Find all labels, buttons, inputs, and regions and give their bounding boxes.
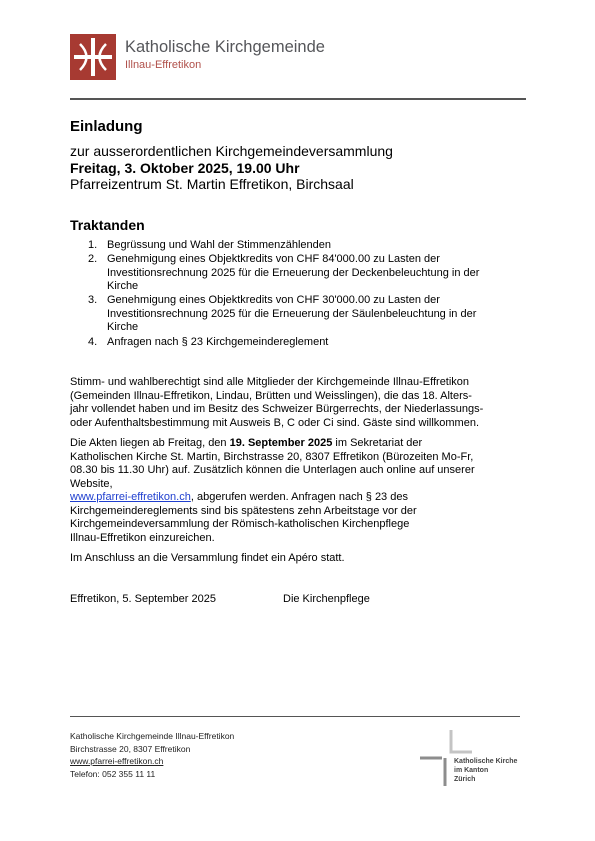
eligibility-text: Stimm- und wahlberechtigt sind alle Mitglieder der Kirchgemeinde Illnau-Effretikon <box>70 376 470 388</box>
eligibility-text: jahr vollendet haben und im Besitz des Schweizer Bürgerrechts, der Niederlassungs- <box>70 403 484 415</box>
footer-phone: Telefon: 052 355 11 11 <box>70 768 156 779</box>
agenda-item: Investitionsrechnung 2025 für die Erneuerung der Deckenbeleuchtung in der <box>107 266 480 279</box>
eligibility-text: (Gemeinden Illnau-Effretikon, Lindau, Brütten und Weisslingen), die das 18. Alters- <box>70 389 472 402</box>
agenda-number: 3. <box>88 294 98 306</box>
footer-website-link[interactable]: www.pfarrei-effretikon.ch <box>70 756 164 766</box>
documents-text-part: Die Akten liegen ab Freitag, den <box>70 437 230 449</box>
documents-text: Katholischen Kirche St. Martin, Birchstrasse 20, 8307 Effretikon (Bürozeiten Mo-Fr, <box>70 450 474 463</box>
agenda-item: Begrüssung und Wahl der Stimmenzählenden <box>107 239 332 251</box>
agenda-number: 1. <box>88 239 98 251</box>
documents-text <box>70 491 408 505</box>
footer-logo-text: Katholische Kirche <box>454 758 518 765</box>
agenda-item: Kirche <box>107 321 139 333</box>
agenda-item: Anfragen nach § 23 Kirchgemeindereglement <box>107 336 329 348</box>
agenda-item: Kirche <box>107 280 139 292</box>
documents-text: Website, <box>70 477 113 490</box>
org-name: Katholische Kirchgemeinde <box>125 38 325 56</box>
documents-text: Kirchgemeindeversammlung der Römisch-katholischen Kirchenpflege <box>70 518 410 530</box>
footer-logo-text: im Kanton <box>454 767 489 774</box>
agenda-number: 2. <box>88 253 98 265</box>
header-logo <box>70 34 356 80</box>
agenda-title: Traktanden <box>70 217 145 233</box>
agenda-number: 4. <box>88 336 98 348</box>
agenda-item: Genehmigung eines Objektkredits von CHF 84'000.00 zu Lasten der <box>107 253 440 265</box>
header-divider <box>70 98 526 100</box>
meeting-location: Pfarreizentrum St. Martin Effretikon, Birchsaal <box>70 176 354 192</box>
footer-logo-text: Zürich <box>454 776 476 783</box>
documents-date: 19. September 2025 <box>229 437 333 449</box>
documents-text <box>70 437 422 451</box>
footer-org: Katholische Kirchgemeinde Illnau-Effretikon <box>70 731 235 741</box>
agenda-item: Genehmigung eines Objektkredits von CHF 30'000.00 zu Lasten der <box>107 294 440 306</box>
agenda-item: Investitionsrechnung 2025 für die Erneuerung der Säulenbeleuchtung in der <box>107 307 477 320</box>
apero-text: Im Anschluss an die Versammlung findet ein Apéro statt. <box>70 552 345 564</box>
eligibility-text: oder Aufenthaltsbestimmung mit Ausweis B, C oder Ci sind. Gäste sind willkommen. <box>70 416 480 429</box>
place-date: Effretikon, 5. September 2025 <box>70 593 216 605</box>
footer-divider <box>70 716 520 717</box>
footer-address: Birchstrasse 20, 8307 Effretikon <box>70 743 191 754</box>
page-title: Einladung <box>70 118 143 135</box>
documents-text-part: , abgerufen werden. Anfragen nach § 23 des <box>190 491 408 503</box>
church-cross-logo-icon <box>70 34 116 80</box>
org-subtitle: Illnau-Effretikon <box>125 59 202 71</box>
documents-text: Illnau-Effretikon einzureichen. <box>70 531 215 544</box>
signer: Die Kirchenpflege <box>283 593 370 605</box>
documents-text: Kirchgemeindereglements sind bis spätestens zehn Arbeitstage vor der <box>70 504 417 517</box>
documents-text: 08.30 bis 11.30 Uhr) auf. Zusätzlich können die Unterlagen auch online auf unserer <box>70 464 475 476</box>
meeting-date: Freitag, 3. Oktober 2025, 19.00 Uhr <box>70 160 300 176</box>
documents-text-part: im Sekretariat der <box>332 437 423 449</box>
website-link[interactable]: www.pfarrei-effretikon.ch <box>70 491 191 503</box>
meeting-type: zur ausserordentlichen Kirchgemeindeversammlung <box>70 143 393 159</box>
